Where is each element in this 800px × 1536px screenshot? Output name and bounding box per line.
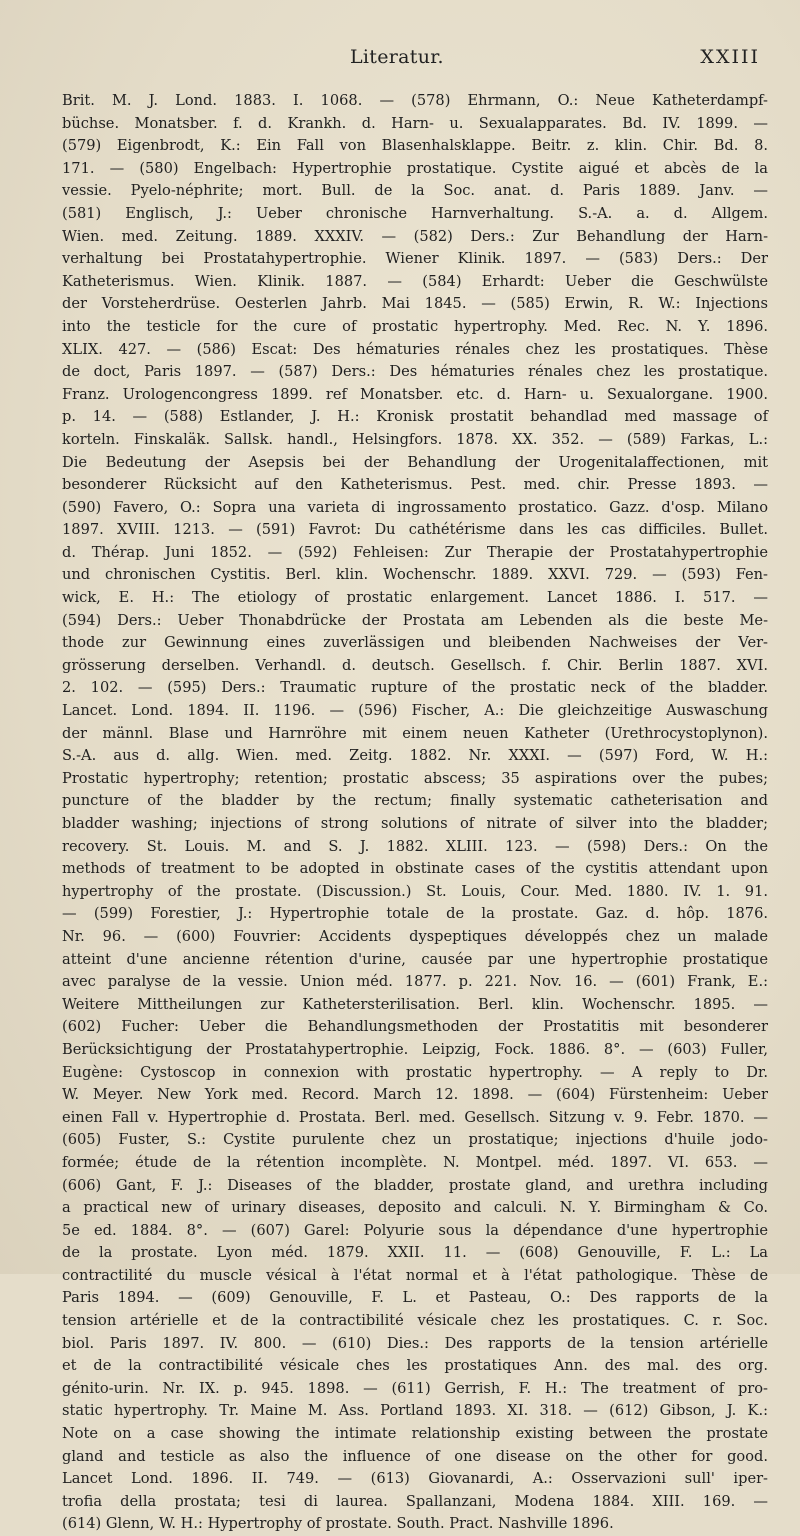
text-line: avec paralyse de la vessie. Union méd. 1877. p. 221. Nov. 16. — (601) Frank, E.: — [62, 973, 768, 991]
text-line: Franz. Urologencongress 1899. ref Monatsber. etc. d. Harn- u. Sexualorgane. 1900. — [62, 385, 768, 403]
text-line: der Vorsteherdrüse. Oesterlen Jahrb. Mai 1845. — (585) Erwin, R. W.: Injections — [62, 295, 768, 313]
text-line: (602) Fucher: Ueber die Behandlungsmethoden der Prostatitis mit besonderer — [62, 1018, 768, 1036]
text-line: besonderer Rücksicht auf den Katheterismus. Pest. med. chir. Presse 1893. — — [62, 476, 768, 494]
text-line: hypertrophy of the prostate. (Discussion.) St. Louis, Cour. Med. 1880. IV. 1. 91. — [62, 882, 768, 900]
text-line: XLIX. 427. — (586) Escat: Des hématuries rénales chez les prostatiques. Thèse — [62, 340, 768, 358]
text-line: contractilité du muscle vésical à l'état normal et à l'état pathologique. Thèse de — [62, 1266, 768, 1284]
text-line: bladder washing; injections of strong solutions of nitrate of silver into the bladder; — [62, 815, 768, 832]
text-line: 1897. XVIII. 1213. — (591) Favrot: Du cathétérisme dans les cas difficiles. Bullet. — [62, 521, 768, 539]
text-line: Nr. 96. — (600) Fouvrier: Accidents dyspeptiques développés chez un malade — [62, 927, 768, 945]
text-line: Katheterismus. Wien. Klinik. 1887. — (584) Erhardt: Ueber die Geschwülste — [62, 272, 768, 290]
text-line: de la prostate. Lyon méd. 1879. XXII. 11. — (608) Genouville, F. L.: La — [62, 1244, 768, 1262]
text-line: Weitere Mittheilungen zur Kathetersterilisation. Berl. klin. Wochenschr. 1895. — — [62, 995, 768, 1013]
text-line: grösserung derselben. Verhandl. d. deutsch. Gesellsch. f. Chir. Berlin 1887. XVI. — [62, 656, 768, 674]
text-line: korteln. Finskaläk. Sallsk. handl., Helsingfors. 1878. XX. 352. — (589) Farkas, L.: — [62, 430, 768, 448]
text-line: 171. — (580) Engelbach: Hypertrophie prostatique. Cystite aigué et abcès de la — [62, 159, 768, 177]
running-title: Literatur. — [350, 46, 444, 68]
text-line: Eugène: Cystoscop in connexion with prostatic hypertrophy. — A reply to Dr. — [62, 1063, 768, 1081]
text-line: Berücksichtigung der Prostatahypertrophie. Leipzig, Fock. 1886. 8°. — (603) Fuller, — [62, 1040, 768, 1058]
text-line: recovery. St. Louis. M. and S. J. 1882. XLIII. 123. — (598) Ders.: On the — [62, 837, 768, 855]
text-line: biol. Paris 1897. IV. 800. — (610) Dies.: Des rapports de la tension artérielle — [62, 1334, 768, 1352]
text-line: und chronischen Cystitis. Berl. klin. Wochenschr. 1889. XXVI. 729. — (593) Fen- — [62, 566, 768, 584]
text-line: atteint d'une ancienne rétention d'urine, causée par une hypertrophie prostatique — [62, 950, 768, 968]
text-line: — (599) Forestier, J.: Hypertrophie totale de la prostate. Gaz. d. hôp. 1876. — [62, 905, 768, 923]
text-line: (579) Eigenbrodt, K.: Ein Fall von Blasenhalsklappe. Beitr. z. klin. Chir. Bd. 8. — [62, 137, 768, 155]
text-line: a practical new of urinary diseases, deposito and calculi. N. Y. Birmingham & Co. — [62, 1199, 768, 1217]
text-line: (594) Ders.: Ueber Thonabdrücke der Prostata am Lebenden als die beste Me- — [62, 611, 768, 629]
text-line: Paris 1894. — (609) Genouville, F. L. et Pasteau, O.: Des rapports de la — [62, 1289, 768, 1307]
text-line: p. 14. — (588) Estlander, J. H.: Kronisk prostatit behandlad med massage of — [62, 408, 768, 426]
text-line: einen Fall v. Hypertrophie d. Prostata. Berl. med. Gesellsch. Sitzung v. 9. Febr. 1870. — — [62, 1108, 768, 1126]
text-line: (605) Fuster, S.: Cystite purulente chez un prostatique; injections d'huile jodo- — [62, 1131, 768, 1149]
text-line: de doct, Paris 1897. — (587) Ders.: Des hématuries rénales chez les prostatique. — [62, 363, 768, 381]
text-line: (581) Englisch, J.: Ueber chronische Harnverhaltung. S.-A. a. d. Allgem. — [62, 204, 768, 222]
text-line: (590) Favero, O.: Sopra una varieta di ingrossamento prostatico. Gazz. d'osp. Milano — [62, 498, 768, 516]
text-line: W. Meyer. New York med. Record. March 12. 1898. — (604) Fürstenheim: Ueber — [62, 1086, 768, 1104]
text-line: Lancet. Lond. 1894. II. 1196. — (596) Fischer, A.: Die gleichzeitige Auswaschung — [62, 702, 768, 720]
page-number: XXIII — [700, 46, 760, 68]
text-line: büchse. Monatsber. f. d. Krankh. d. Harn- u. Sexualapparates. Bd. IV. 1899. — — [62, 114, 768, 132]
text-line: 2. 102. — (595) Ders.: Traumatic rupture of the prostatic neck of the bladder. — [62, 679, 768, 697]
text-line: wick, E. H.: The etiology of prostatic enlargement. Lancet 1886. I. 517. — — [62, 589, 768, 607]
text-line: methods of treatment to be adopted in obstinate cases of the cystitis attendant upon — [62, 860, 768, 878]
text-line: Note on a case showing the intimate relationship existing between the prostate — [62, 1425, 768, 1443]
text-line: static hypertrophy. Tr. Maine M. Ass. Portland 1893. XI. 318. — (612) Gibson, J. K.: — [62, 1402, 768, 1420]
text-line: thode zur Gewinnung eines zuverlässigen und bleibenden Nachweises der Ver- — [62, 634, 768, 652]
text-line: (606) Gant, F. J.: Diseases of the bladder, prostate gland, and urethra including — [62, 1176, 768, 1194]
bibliography-text — [62, 90, 768, 1533]
text-line: Brit. M. J. Lond. 1883. I. 1068. — (578) Ehrmann, O.: Neue Katheterdampf- — [62, 92, 768, 109]
text-line: trofia della prostata; tesi di laurea. Spallanzani, Modena 1884. XIII. 169. — — [62, 1492, 768, 1510]
text-line: Die Bedeutung der Asepsis bei der Behandlung der Urogenitalaffectionen, mit — [62, 453, 768, 471]
text-line: S.-A. aus d. allg. Wien. med. Zeitg. 1882. Nr. XXXI. — (597) Ford, W. H.: — [62, 747, 768, 765]
text-line: d. Thérap. Juni 1852. — (592) Fehleisen: Zur Therapie der Prostatahypertrophie — [62, 543, 768, 561]
text-line: tension artérielle et de la contractibilité vésicale chez les prostatiques. C. r. Soc. — [62, 1312, 768, 1330]
text-line: gland and testicle as also the influence of one disease on the other for good. — [62, 1447, 768, 1465]
text-line: (614) Glenn, W. H.: Hypertrophy of prostate. South. Pract. Nashville 1896. — [62, 1515, 614, 1533]
text-line: puncture of the bladder by the rectum; finally systematic catheterisation and — [62, 792, 768, 810]
text-line: formée; étude de la rétention incomplète. N. Montpel. méd. 1897. VI. 653. — — [62, 1153, 768, 1171]
text-line: Prostatic hypertrophy; retention; prostatic abscess; 35 aspirations over the pubes; — [62, 769, 768, 787]
text-line: et de la contractibilité vésicale ches les prostatiques Ann. des mal. des org. — [62, 1357, 768, 1375]
page-header — [60, 46, 760, 76]
text-line: vessie. Pyelo-néphrite; mort. Bull. de la Soc. anat. d. Paris 1889. Janv. — — [62, 182, 768, 200]
text-line: der männl. Blase und Harnröhre mit einem neuen Katheter (Urethrocystoplynon). — [62, 724, 768, 742]
text-line: Wien. med. Zeitung. 1889. XXXIV. — (582) Ders.: Zur Behandlung der Harn- — [62, 227, 768, 245]
text-line: Lancet Lond. 1896. II. 749. — (613) Giovanardi, A.: Osservazioni sull' iper- — [62, 1470, 768, 1488]
text-line: verhaltung bei Prostatahypertrophie. Wiener Klinik. 1897. — (583) Ders.: Der — [62, 250, 768, 268]
text-line: into the testicle for the cure of prostatic hypertrophy. Med. Rec. N. Y. 1896. — [62, 317, 768, 335]
text-line: 5e ed. 1884. 8°. — (607) Garel: Polyurie sous la dépendance d'une hypertrophie — [62, 1221, 768, 1239]
text-line: génito-urin. Nr. IX. p. 945. 1898. — (611) Gerrish, F. H.: The treatment of pro- — [62, 1379, 768, 1397]
